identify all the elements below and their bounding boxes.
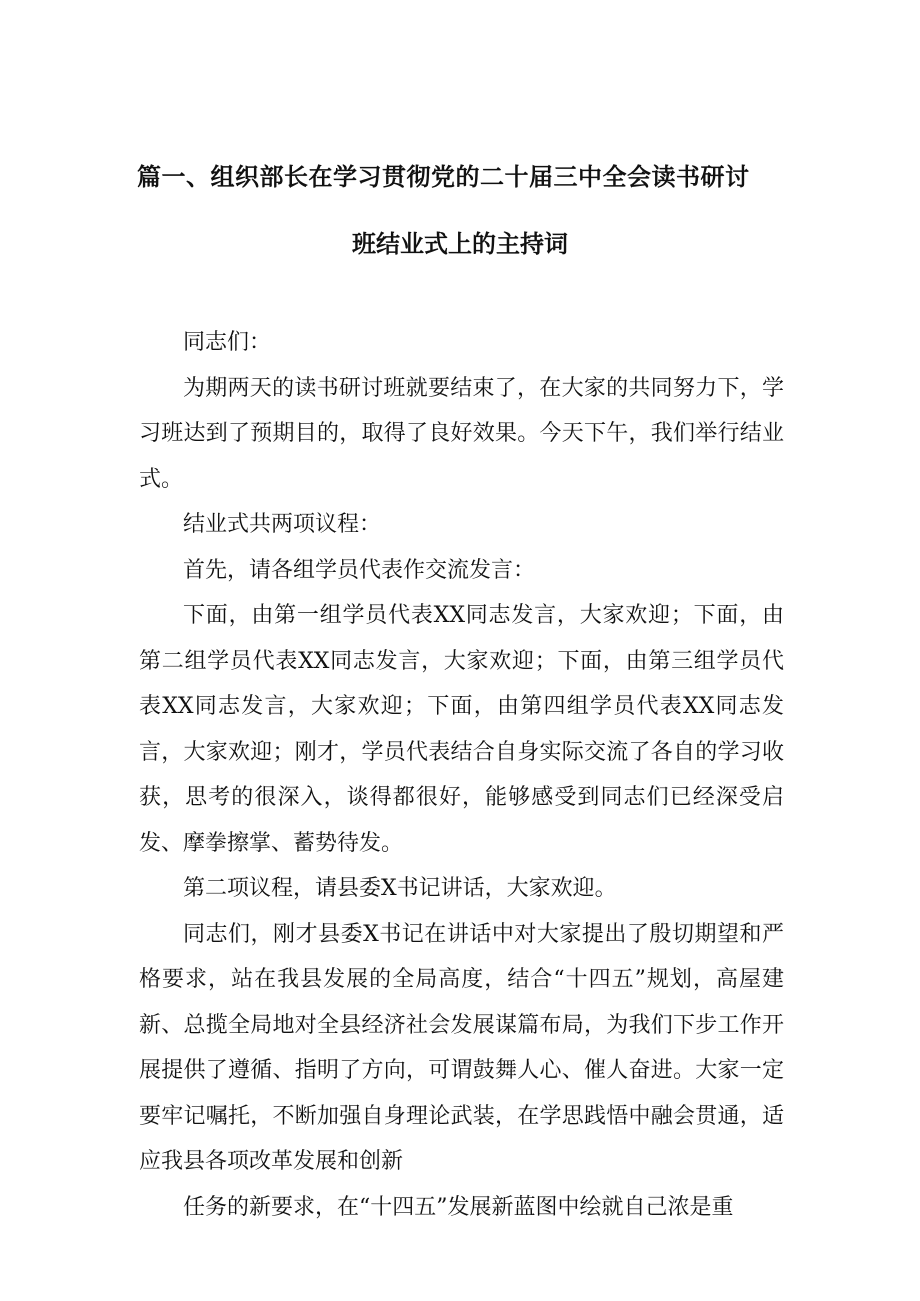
paragraph-agenda: 结业式共两项议程：: [183, 512, 382, 537]
paragraph-first-item: 首先，请各组学员代表作交流发言：: [183, 557, 536, 583]
paragraph-opening: 为期两天的读书研讨班就要结束了，在大家的共同努力下，学习班达到了预期目的，取得了良好效果。今天下午，我们举行结业式。: [139, 375, 784, 492]
paragraph-continuation: 任务的新要求，在“十四五”发展新蓝图中绘就自己浓是重: [183, 1194, 734, 1220]
document-title-line-2: 班结业式上的主持词: [352, 230, 568, 258]
paragraph-salutation: 同志们：: [183, 330, 272, 355]
paragraph-summary: 同志们，刚才县委X书记在讲话中对大家提出了殷切期望和严格要求，站在我县发展的全局高度，结合“十四五”规划，高屋建新、总揽全局地对全县经济社会发展谋篇布局，为我们下步工作开展提供了遵循、指明了方向，可谓鼓舞人心、催人奋进。大家一定要牢记嘱托，不断加强自身理论武装，在学思践悟中融会贯通，适应我县各项改革发展和创新: [139, 921, 784, 1174]
paragraph-second-item: 第二项议程，请县委X书记讲话，大家欢迎。: [183, 876, 617, 901]
document-body: [139, 320, 784, 1230]
paragraph-speakers: 下面，由第一组学员代表XX同志发言，大家欢迎；下面，由第二组学员代表XX同志发言，大家欢迎；下面，由第三组学员代表XX同志发言，大家欢迎；下面，由第四组学员代表XX同志发言，大家欢迎；刚才，学员代表结合自身实际交流了各自的学习收获，思考的很深入，谈得都很好，能够感受到同志们已经深受启发、摩拳擦掌、蓄势待发。: [139, 603, 784, 856]
document-title-line-1: 篇一、组织部长在学习贯彻党的二十届三中全会读书研讨: [137, 163, 750, 191]
